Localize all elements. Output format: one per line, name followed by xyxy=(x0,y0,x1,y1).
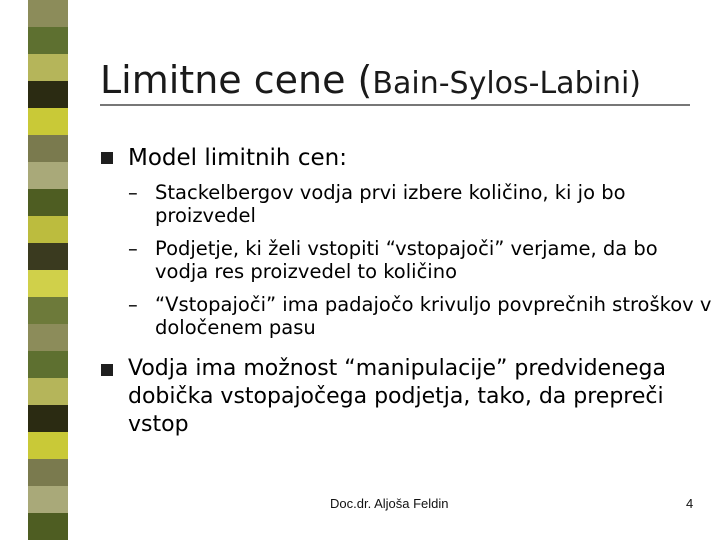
strip-block xyxy=(28,0,68,27)
strip-block xyxy=(28,432,68,459)
sub-bullet-3-text: “Vstopajoči” ima padajočo krivuljo povprečnih stroškov v določenem pasu xyxy=(155,293,712,339)
strip-block xyxy=(28,405,68,432)
strip-block xyxy=(28,378,68,405)
strip-block xyxy=(28,108,68,135)
strip-block xyxy=(28,189,68,216)
strip-block xyxy=(28,486,68,513)
strip-block xyxy=(28,459,68,486)
strip-block xyxy=(28,135,68,162)
footer-author: Doc.dr. Aljoša Feldin xyxy=(330,496,449,511)
bullet-square-icon xyxy=(101,364,113,376)
strip-block xyxy=(28,162,68,189)
strip-block xyxy=(28,513,68,540)
page-number: 4 xyxy=(686,496,694,511)
strip-block xyxy=(28,270,68,297)
sub-bullet-2-text: Podjetje, ki želi vstopiti “vstopajoči” verjame, da bo vodja res proizvedel to količino xyxy=(155,237,658,283)
strip-block xyxy=(28,81,68,108)
strip-block xyxy=(28,27,68,54)
decorative-color-strip xyxy=(28,0,68,540)
strip-block xyxy=(28,297,68,324)
dash-icon: – xyxy=(128,237,138,260)
slide-title xyxy=(100,54,641,110)
bullet-square-icon xyxy=(101,152,113,164)
bullet-1-text: Model limitnih cen: xyxy=(128,145,347,171)
strip-block xyxy=(28,243,68,270)
sub-bullet-1-text: Stackelbergov vodja prvi izbere količino, ki jo bo proizvedel xyxy=(155,181,626,227)
dash-icon: – xyxy=(128,181,138,204)
slide-title-main: Limitne cene ( xyxy=(100,58,373,102)
slide-title-small: Bain-Sylos-Labini) xyxy=(372,66,641,101)
bullet-2-text: Vodja ima možnost “manipulacije” predvidenega dobička vstopajočega podjetja, tako, da prepreči vstop xyxy=(128,356,666,437)
strip-block xyxy=(28,351,68,378)
strip-block xyxy=(28,54,68,81)
dash-icon: – xyxy=(128,293,138,316)
strip-block xyxy=(28,324,68,351)
strip-block xyxy=(28,216,68,243)
